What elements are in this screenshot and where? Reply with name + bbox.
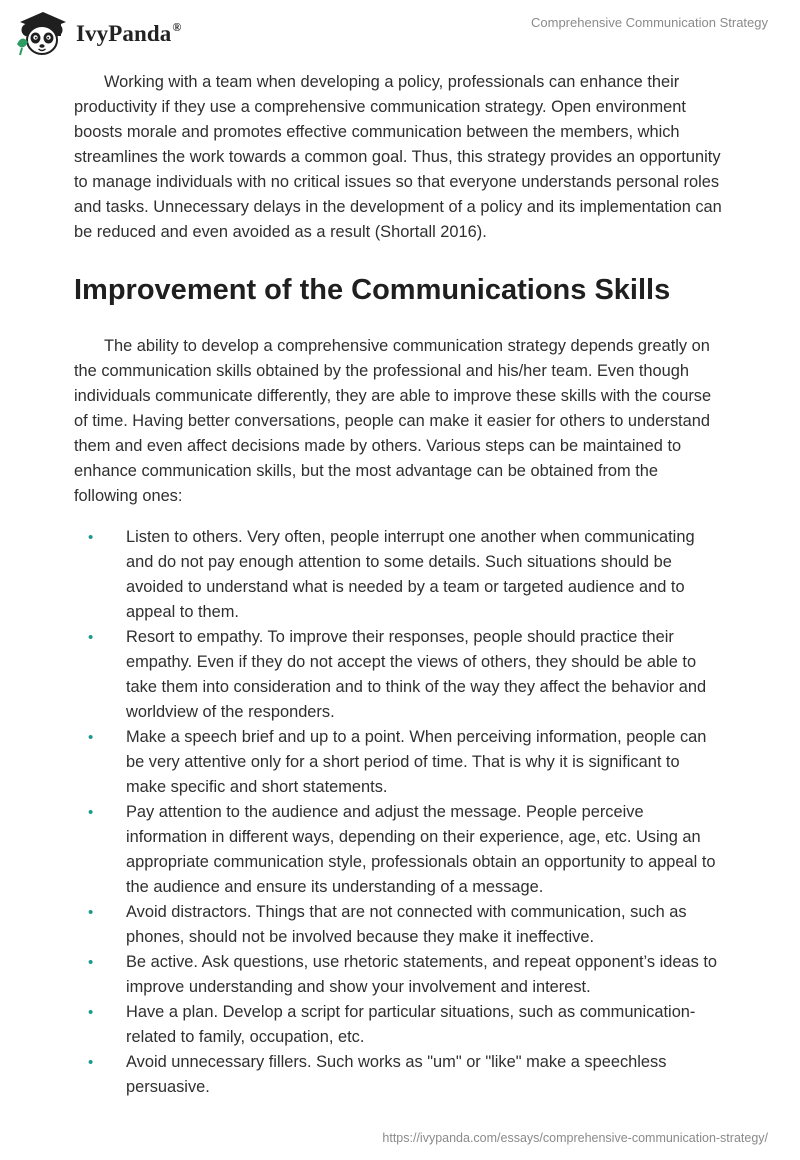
list-item: • Avoid unnecessary fillers. Such works as "um" or "like" make a speechless persuasive. bbox=[74, 1050, 724, 1100]
bullet-list bbox=[74, 525, 724, 1100]
brand-name: IvyPanda® bbox=[76, 20, 182, 46]
intro-paragraph: Working with a team when developing a policy, professionals can enhance their productivity if they use a comprehensive communication strategy. Open environment boosts morale and promotes effective communication between the members, which streamlines the work towards a common goal. Thus, this strategy provides an opportunity to manage individuals with no critical issues so that everyone understands personal roles and tasks. Unnecessary delays in the development of a policy and its implementation can be reduced and even avoided as a result (Shortall 2016). bbox=[74, 73, 722, 241]
list-item: • Have a plan. Develop a script for particular situations, such as communication-related to family, occupation, etc. bbox=[74, 1000, 724, 1050]
bullet-icon: • bbox=[88, 954, 94, 971]
brand-logo[interactable] bbox=[14, 8, 181, 58]
section-paragraph: The ability to develop a comprehensive communication strategy depends greatly on the communication skills obtained by the professional and his/her team. Even though individuals communicate differently, they are able to improve these skills with the course of time. Having better conversations, people can make it easier for others to understand them and even affect decisions made by others. Various steps can be maintained to enhance communication skills, but the most advantage can be obtained from the following ones: bbox=[74, 337, 712, 505]
bullet-icon: • bbox=[88, 529, 94, 546]
list-item: • Be active. Ask questions, use rhetoric statements, and repeat opponent’s ideas to improve understanding and show your involvement and interest. bbox=[74, 950, 724, 1000]
bullet-icon: • bbox=[88, 729, 94, 746]
page-header bbox=[0, 0, 800, 70]
article-body bbox=[74, 70, 724, 1100]
document-title: Comprehensive Communication Strategy bbox=[531, 15, 768, 30]
bullet-icon: • bbox=[88, 629, 94, 646]
bullet-icon: • bbox=[88, 1054, 94, 1071]
bullet-icon: • bbox=[88, 804, 94, 821]
list-item: • Avoid distractors. Things that are not connected with communication, such as phones, should not be involved because they make it ineffective. bbox=[74, 900, 724, 950]
bullet-icon: • bbox=[88, 904, 94, 921]
list-item: • Listen to others. Very often, people interrupt one another when communicating and do not pay enough attention to some details. Such situations should be avoided to understand what is needed by a team or targeted audience and to appeal to them. bbox=[74, 525, 724, 625]
section-heading: Improvement of the Communications Skills bbox=[74, 274, 671, 306]
bullet-icon: • bbox=[88, 1004, 94, 1021]
panda-graduate-icon bbox=[14, 8, 68, 58]
list-item: • Make a speech brief and up to a point. When perceiving information, people can be very attentive only for a short period of time. That is why it is significant to make specific and short statements. bbox=[74, 725, 724, 800]
list-item: • Pay attention to the audience and adjust the message. People perceive information in different ways, depending on their experience, age, etc. Using an appropriate communication style, professionals obtain an opportunity to appeal to the audience and ensure its understanding of a message. bbox=[74, 800, 724, 900]
source-url[interactable]: https://ivypanda.com/essays/comprehensive-communication-strategy/ bbox=[382, 1131, 768, 1145]
list-item: • Resort to empathy. To improve their responses, people should practice their empathy. Even if they do not accept the views of others, they should be able to take them into consideration and to think of the way they affect the behavior and worldview of the responders. bbox=[74, 625, 724, 725]
